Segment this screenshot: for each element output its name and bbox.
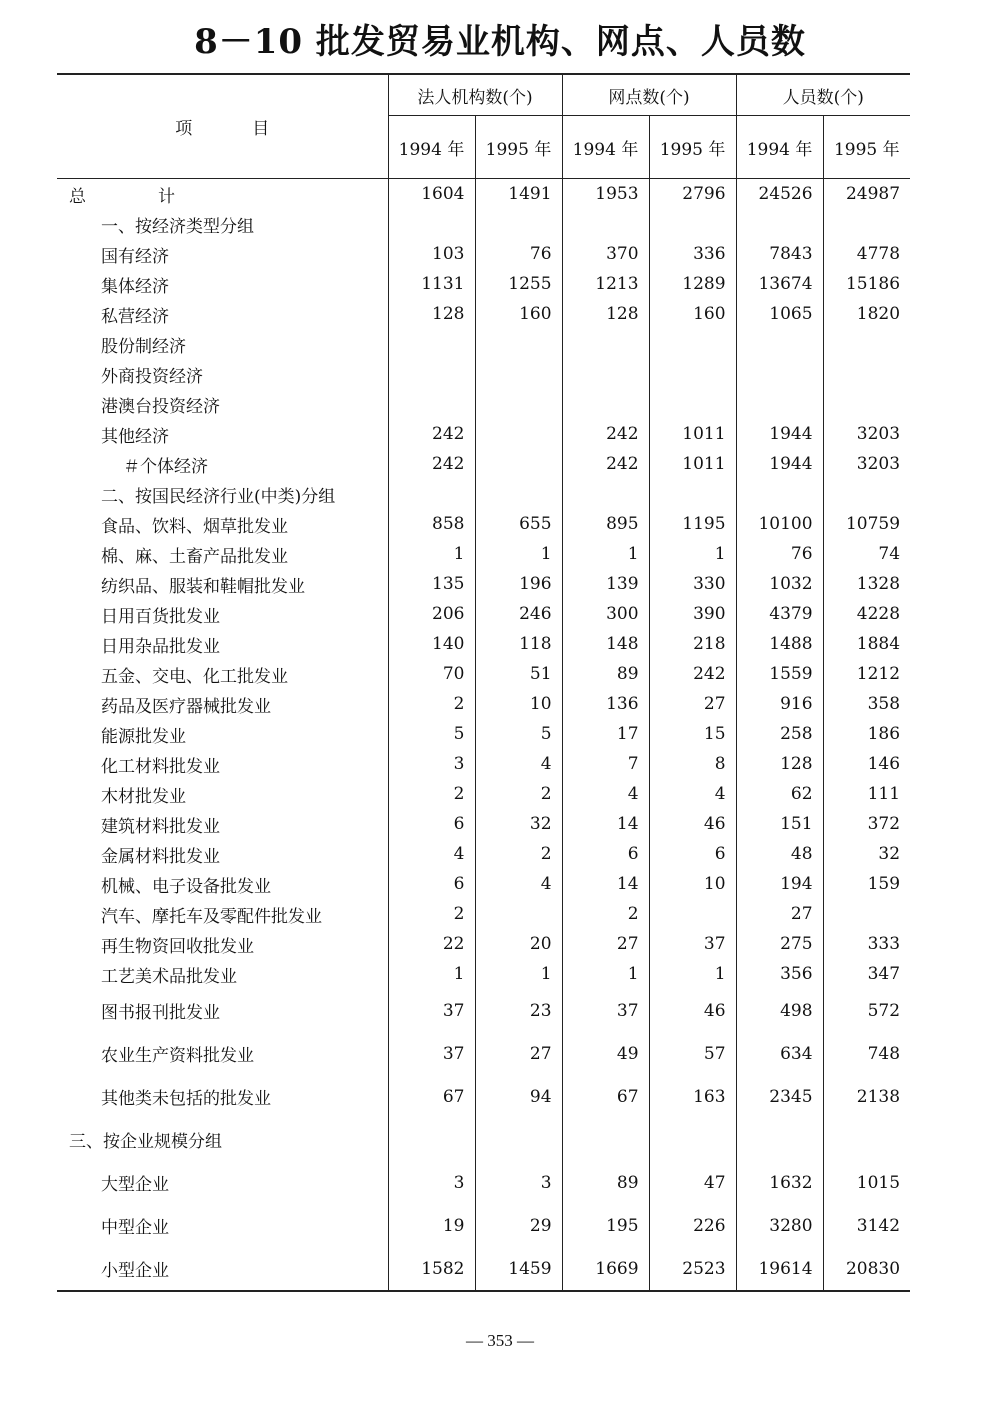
table-cell: 4 [388, 839, 475, 869]
table-cell: 356 [736, 959, 823, 989]
table-cell: 27 [649, 689, 736, 719]
table-row [57, 1204, 910, 1247]
table-cell: 6 [388, 869, 475, 899]
table-cell: 47 [649, 1161, 736, 1204]
table-cell [736, 359, 823, 389]
page-number: — 353 — [466, 1331, 534, 1350]
table-cell [649, 359, 736, 389]
table-row [57, 869, 910, 899]
table-cell: 89 [562, 659, 649, 689]
table-cell [649, 899, 736, 929]
row-label: 棉、麻、土畜产品批发业 [101, 546, 288, 567]
table-cell: 76 [736, 539, 823, 569]
table-cell [388, 389, 475, 419]
table-cell: 748 [823, 1032, 910, 1075]
table-cell: 1 [562, 539, 649, 569]
table-cell: 4 [562, 779, 649, 809]
row-label: 港澳台投资经济 [101, 396, 220, 417]
table-cell: 916 [736, 689, 823, 719]
table-cell: 1953 [562, 179, 649, 210]
table-cell: 3203 [823, 449, 910, 479]
table-body [57, 179, 910, 1292]
table-row [57, 719, 910, 749]
table-cell: 2138 [823, 1075, 910, 1118]
table-cell: 46 [649, 809, 736, 839]
year-header: 1995 年 [823, 116, 910, 179]
table-cell: 151 [736, 809, 823, 839]
table-cell: 1 [475, 539, 562, 569]
row-label: 其他经济 [101, 426, 169, 447]
table-row [57, 779, 910, 809]
table-cell: 1820 [823, 299, 910, 329]
table-cell: 372 [823, 809, 910, 839]
table-cell: 2 [475, 779, 562, 809]
table-cell: 32 [475, 809, 562, 839]
table-cell: 2 [475, 839, 562, 869]
table-cell: 3203 [823, 419, 910, 449]
table-cell: 15 [649, 719, 736, 749]
row-label: 其他类未包括的批发业 [101, 1089, 271, 1109]
table-cell: 1011 [649, 449, 736, 479]
table-cell: 139 [562, 569, 649, 599]
table-cell: 1 [649, 959, 736, 989]
table-row [57, 419, 910, 449]
table-cell: 128 [562, 299, 649, 329]
group-header-outlets: 网点数(个) [562, 74, 736, 116]
row-label: 中型企业 [101, 1218, 169, 1238]
table-cell: 7843 [736, 239, 823, 269]
table-cell: 242 [388, 419, 475, 449]
table-cell: 6 [562, 839, 649, 869]
table-cell: 347 [823, 959, 910, 989]
table-cell: 74 [823, 539, 910, 569]
table-row [57, 239, 910, 269]
table-row [57, 689, 910, 719]
table-cell: 10759 [823, 509, 910, 539]
table-cell: 160 [475, 299, 562, 329]
row-label: 私营经济 [101, 306, 169, 327]
row-label: 能源批发业 [101, 726, 186, 747]
table-cell: 1289 [649, 269, 736, 299]
table-cell: 17 [562, 719, 649, 749]
year-header: 1994 年 [388, 116, 475, 179]
table-cell [649, 209, 736, 239]
table-cell [388, 329, 475, 359]
table-cell: 242 [388, 449, 475, 479]
table-cell: 1559 [736, 659, 823, 689]
table-cell: 4778 [823, 239, 910, 269]
table-cell: 10 [649, 869, 736, 899]
table-cell: 159 [823, 869, 910, 899]
table-cell [475, 479, 562, 509]
table-cell: 27 [736, 899, 823, 929]
row-label: 再生物资回收批发业 [101, 936, 254, 957]
table-cell: 1884 [823, 629, 910, 659]
table-row [57, 269, 910, 299]
table-cell: 140 [388, 629, 475, 659]
table-cell: 67 [562, 1075, 649, 1118]
table-cell: 1131 [388, 269, 475, 299]
table-cell: 160 [649, 299, 736, 329]
table-row [57, 449, 910, 479]
table-cell: 3 [475, 1161, 562, 1204]
table-row [57, 629, 910, 659]
table-cell [649, 479, 736, 509]
statistics-table [57, 73, 910, 1292]
table-cell: 1 [649, 539, 736, 569]
table-cell: 1604 [388, 179, 475, 210]
table-cell: 1065 [736, 299, 823, 329]
row-label: 五金、交电、化工批发业 [101, 666, 288, 687]
table-cell: 300 [562, 599, 649, 629]
table-cell [388, 1118, 475, 1161]
table-cell: 76 [475, 239, 562, 269]
table-row [57, 989, 910, 1032]
table-row [57, 569, 910, 599]
table-cell: 19 [388, 1204, 475, 1247]
table-cell [388, 209, 475, 239]
table-cell: 4 [475, 749, 562, 779]
table-cell: 67 [388, 1075, 475, 1118]
page-title: 8－10 批发贸易业机构、网点、人员数 [194, 22, 806, 62]
table-cell [736, 209, 823, 239]
table-cell [649, 329, 736, 359]
table-cell: 196 [475, 569, 562, 599]
table-cell [649, 1118, 736, 1161]
table-cell: 206 [388, 599, 475, 629]
table-cell: 32 [823, 839, 910, 869]
row-label: 外商投资经济 [101, 366, 203, 387]
table-row [57, 1118, 910, 1161]
table-row [57, 809, 910, 839]
year-header: 1994 年 [562, 116, 649, 179]
row-label: 金属材料批发业 [101, 846, 220, 867]
table-cell: 49 [562, 1032, 649, 1075]
row-label: 农业生产资料批发业 [101, 1046, 254, 1066]
row-label: ＃个体经济 [123, 456, 208, 477]
table-cell: 3142 [823, 1204, 910, 1247]
table-cell: 37 [562, 989, 649, 1032]
table-row [57, 749, 910, 779]
table-cell: 5 [475, 719, 562, 749]
table-cell [823, 479, 910, 509]
table-cell: 226 [649, 1204, 736, 1247]
table-cell: 163 [649, 1075, 736, 1118]
table-cell [823, 329, 910, 359]
table-cell: 22 [388, 929, 475, 959]
table-cell: 148 [562, 629, 649, 659]
table-cell: 7 [562, 749, 649, 779]
table-cell: 13674 [736, 269, 823, 299]
table-cell: 3 [388, 749, 475, 779]
table-cell [475, 209, 562, 239]
table-row [57, 479, 910, 509]
table-row [57, 359, 910, 389]
table-cell [562, 1118, 649, 1161]
table-cell: 1011 [649, 419, 736, 449]
row-label: 小型企业 [57, 1247, 388, 1291]
table-cell: 19614 [736, 1247, 823, 1291]
row-label: 总计 [69, 186, 247, 207]
table-cell: 14 [562, 809, 649, 839]
group-header-personnel: 人员数(个) [736, 74, 910, 116]
table-cell [562, 329, 649, 359]
table-cell: 70 [388, 659, 475, 689]
row-label: 食品、饮料、烟草批发业 [101, 516, 288, 537]
table-cell: 51 [475, 659, 562, 689]
table-cell: 390 [649, 599, 736, 629]
table-cell: 1488 [736, 629, 823, 659]
table-cell: 118 [475, 629, 562, 659]
table-row [57, 659, 910, 689]
table-cell: 2345 [736, 1075, 823, 1118]
table-cell [475, 419, 562, 449]
table-cell: 128 [736, 749, 823, 779]
table-cell: 128 [388, 299, 475, 329]
table-cell: 572 [823, 989, 910, 1032]
row-label: 股份制经济 [101, 336, 186, 357]
table-cell: 2796 [649, 179, 736, 210]
table-row [57, 209, 910, 239]
table-cell: 195 [562, 1204, 649, 1247]
table-cell: 15186 [823, 269, 910, 299]
table-cell: 242 [649, 659, 736, 689]
table-cell: 1491 [475, 179, 562, 210]
table-cell: 20830 [823, 1247, 910, 1291]
row-label: 汽车、摩托车及零配件批发业 [101, 906, 322, 927]
table-cell [736, 329, 823, 359]
table-cell [649, 389, 736, 419]
table-cell: 103 [388, 239, 475, 269]
table-cell: 24987 [823, 179, 910, 210]
table-row [57, 1161, 910, 1204]
table-cell [475, 899, 562, 929]
row-label: 纺织品、服装和鞋帽批发业 [101, 576, 305, 597]
table-cell: 23 [475, 989, 562, 1032]
table-cell: 634 [736, 1032, 823, 1075]
row-label: 大型企业 [101, 1175, 169, 1195]
table-cell [388, 359, 475, 389]
table-cell [736, 1118, 823, 1161]
row-label: 图书报刊批发业 [101, 1003, 220, 1023]
table-cell: 29 [475, 1204, 562, 1247]
table-row [57, 839, 910, 869]
table-cell: 194 [736, 869, 823, 899]
group-header-legal-entities: 法人机构数(个) [388, 74, 562, 116]
table-cell: 1669 [562, 1247, 649, 1291]
table-cell: 8 [649, 749, 736, 779]
year-header: 1995 年 [649, 116, 736, 179]
table-cell: 62 [736, 779, 823, 809]
table-cell: 336 [649, 239, 736, 269]
table-cell: 94 [475, 1075, 562, 1118]
table-cell: 4 [649, 779, 736, 809]
table-cell [475, 1118, 562, 1161]
year-header: 1995 年 [475, 116, 562, 179]
table-cell: 358 [823, 689, 910, 719]
table-cell: 111 [823, 779, 910, 809]
table-cell: 1015 [823, 1161, 910, 1204]
table-cell: 1213 [562, 269, 649, 299]
table-cell: 6 [649, 839, 736, 869]
row-label: 二、按国民经济行业(中类)分组 [101, 486, 336, 507]
table-cell: 1582 [388, 1247, 475, 1291]
table-cell [388, 479, 475, 509]
table-row [57, 959, 910, 989]
table-cell: 330 [649, 569, 736, 599]
row-label: 一、按经济类型分组 [101, 216, 254, 237]
table-cell: 242 [562, 419, 649, 449]
table-row [57, 1075, 910, 1118]
table-cell: 1255 [475, 269, 562, 299]
table-cell: 3280 [736, 1204, 823, 1247]
table-cell: 186 [823, 719, 910, 749]
table-cell: 2 [388, 689, 475, 719]
table-cell: 37 [388, 989, 475, 1032]
table-cell [823, 389, 910, 419]
row-label: 三、按企业规模分组 [69, 1132, 222, 1152]
table-cell: 655 [475, 509, 562, 539]
table-cell: 275 [736, 929, 823, 959]
table-cell: 370 [562, 239, 649, 269]
table-cell [823, 209, 910, 239]
table-cell: 14 [562, 869, 649, 899]
row-label: 日用百货批发业 [101, 606, 220, 627]
row-label: 集体经济 [101, 276, 169, 297]
table-cell: 2 [388, 779, 475, 809]
table-cell: 498 [736, 989, 823, 1032]
table-cell: 1944 [736, 419, 823, 449]
table-cell: 27 [562, 929, 649, 959]
item-column-header: 项目 [57, 74, 388, 179]
table-cell: 246 [475, 599, 562, 629]
table-cell: 1944 [736, 449, 823, 479]
table-cell: 146 [823, 749, 910, 779]
table-cell: 5 [388, 719, 475, 749]
table-cell: 6 [388, 809, 475, 839]
table-cell [475, 389, 562, 419]
table-cell: 2 [562, 899, 649, 929]
table-cell: 858 [388, 509, 475, 539]
table-row [57, 899, 910, 929]
table-cell: 4379 [736, 599, 823, 629]
table-cell [562, 359, 649, 389]
table-cell: 3 [388, 1161, 475, 1204]
table-cell: 1032 [736, 569, 823, 599]
table-cell [475, 359, 562, 389]
table-cell [736, 479, 823, 509]
row-label: 国有经济 [101, 246, 169, 267]
table-row [57, 179, 910, 210]
row-label: 药品及医疗器械批发业 [101, 696, 271, 717]
table-cell: 2 [388, 899, 475, 929]
table-cell: 242 [562, 449, 649, 479]
table-cell: 135 [388, 569, 475, 599]
table-cell: 258 [736, 719, 823, 749]
table-cell: 46 [649, 989, 736, 1032]
table-row [57, 299, 910, 329]
table-cell [823, 899, 910, 929]
table-cell: 24526 [736, 179, 823, 210]
table-cell: 1195 [649, 509, 736, 539]
table-row [57, 599, 910, 629]
table-row [57, 1247, 910, 1291]
table-cell: 10 [475, 689, 562, 719]
table-cell: 1632 [736, 1161, 823, 1204]
table-cell: 136 [562, 689, 649, 719]
table-cell: 1459 [475, 1247, 562, 1291]
row-label: 日用杂品批发业 [101, 636, 220, 657]
table-cell: 20 [475, 929, 562, 959]
table-row [57, 509, 910, 539]
table-cell: 4228 [823, 599, 910, 629]
table-cell: 1328 [823, 569, 910, 599]
table-cell [475, 449, 562, 479]
table-cell [562, 389, 649, 419]
table-cell [823, 1118, 910, 1161]
table-cell [736, 389, 823, 419]
row-label: 化工材料批发业 [101, 756, 220, 777]
table-row [57, 929, 910, 959]
table-cell: 89 [562, 1161, 649, 1204]
table-cell [562, 479, 649, 509]
table-cell: 1 [388, 959, 475, 989]
row-label: 工艺美术品批发业 [101, 966, 237, 987]
table-cell: 1212 [823, 659, 910, 689]
table-cell: 1 [562, 959, 649, 989]
table-cell: 37 [388, 1032, 475, 1075]
row-label: 机械、电子设备批发业 [101, 876, 271, 897]
table-cell: 218 [649, 629, 736, 659]
table-cell: 895 [562, 509, 649, 539]
table-cell: 27 [475, 1032, 562, 1075]
table-row [57, 1032, 910, 1075]
table-cell [823, 359, 910, 389]
table-row [57, 389, 910, 419]
row-label: 建筑材料批发业 [101, 816, 220, 837]
table-cell: 1 [475, 959, 562, 989]
table-row [57, 329, 910, 359]
table-cell: 333 [823, 929, 910, 959]
row-label: 木材批发业 [101, 786, 186, 807]
table-cell: 48 [736, 839, 823, 869]
table-cell: 1 [388, 539, 475, 569]
table-row [57, 539, 910, 569]
table-cell: 37 [649, 929, 736, 959]
table-cell: 4 [475, 869, 562, 899]
table-cell: 10100 [736, 509, 823, 539]
table-cell: 2523 [649, 1247, 736, 1291]
table-cell [562, 209, 649, 239]
year-header: 1994 年 [736, 116, 823, 179]
table-cell [475, 329, 562, 359]
table-cell: 57 [649, 1032, 736, 1075]
